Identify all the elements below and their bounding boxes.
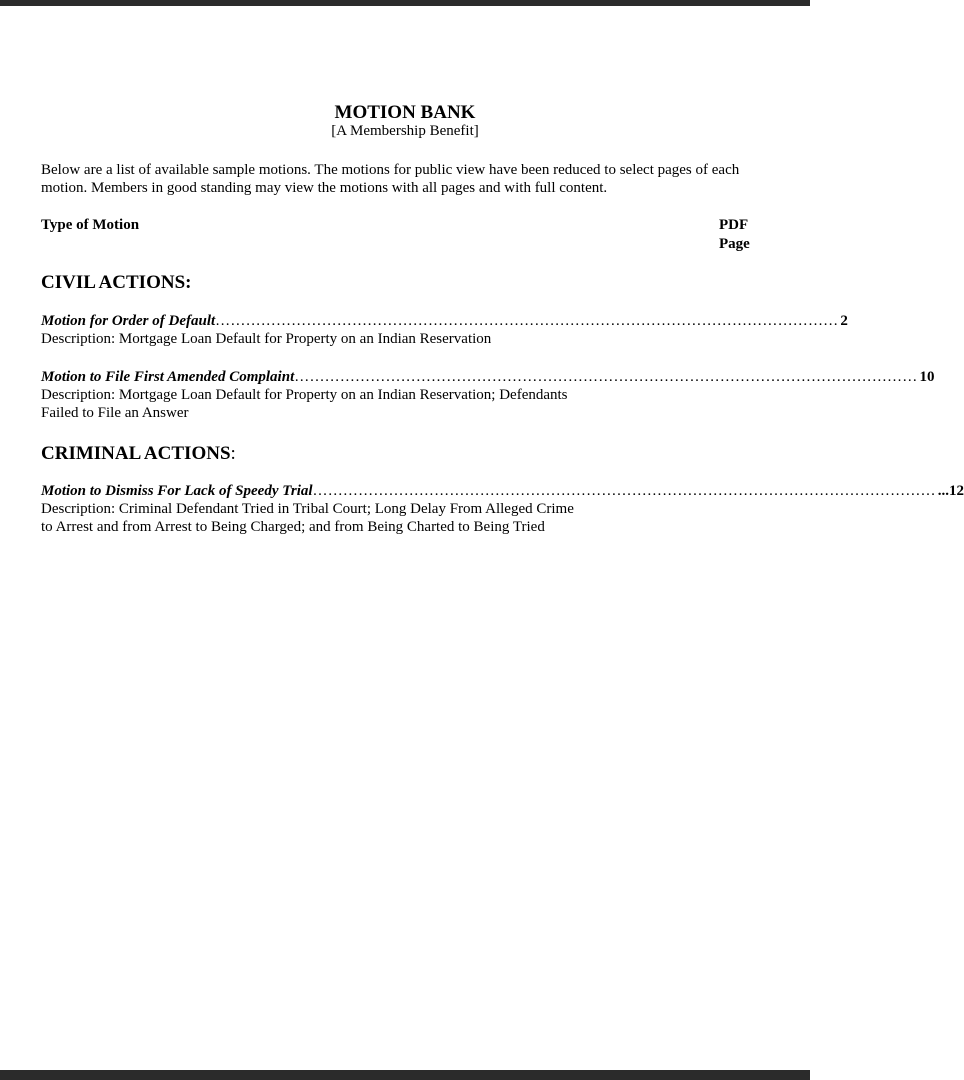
- document-page: [0, 6, 964, 1070]
- dot-leader: ……………………………………………………………………………………………………………: [312, 483, 936, 499]
- motion-description: Description: Mortgage Loan Default for Property on an Indian Reservation; Defendants Failed to File an Answer: [41, 387, 568, 421]
- type-of-motion-header: Type of Motion: [41, 217, 140, 233]
- intro-paragraph: Below are a list of available sample motions. The motions for public view have been reduced to select pages of each motion. Members in good standing may view the motions with all pages and with full content.: [41, 162, 740, 196]
- dot-leader: ……………………………………………………………………………………………………………: [294, 369, 918, 385]
- document-title: MOTION BANK: [334, 102, 476, 123]
- motion-description: Description: Criminal Defendant Tried in Tribal Court; Long Delay From Alleged Crime to Arrest and from Arrest to Being Charged; and from Being Charted to Being Tried: [41, 501, 574, 535]
- motion-title: Motion to Dismiss For Lack of Speedy Trial: [41, 483, 313, 499]
- pdf-page-header: [719, 216, 750, 254]
- motion-title: Motion for Order of Default: [41, 313, 216, 329]
- section-heading-colon: :: [230, 443, 236, 464]
- dot-leader: ……………………………………………………………………………………………………………: [215, 313, 839, 329]
- pdf-page-number: 2: [840, 313, 848, 329]
- motion-entry: [41, 312, 848, 348]
- pdf-header-line1: PDF: [719, 217, 749, 233]
- pdf-page-number: 10: [919, 369, 935, 385]
- section-heading-criminal: [41, 443, 236, 465]
- motion-entry: [41, 368, 935, 422]
- pdf-page-number: ...12: [937, 483, 964, 499]
- motion-description: Description: Mortgage Loan Default for Property on an Indian Reservation: [41, 331, 492, 347]
- motion-title: Motion to File First Amended Complaint: [41, 369, 295, 385]
- section-heading-civil: CIVIL ACTIONS:: [41, 272, 192, 293]
- document-subtitle: [A Membership Benefit]: [331, 123, 479, 139]
- pdf-header-line2: Page: [719, 236, 750, 252]
- motion-entry: [41, 482, 964, 536]
- viewer-bottom-bar: [0, 1070, 810, 1080]
- section-heading-text: CRIMINAL ACTIONS: [41, 443, 231, 464]
